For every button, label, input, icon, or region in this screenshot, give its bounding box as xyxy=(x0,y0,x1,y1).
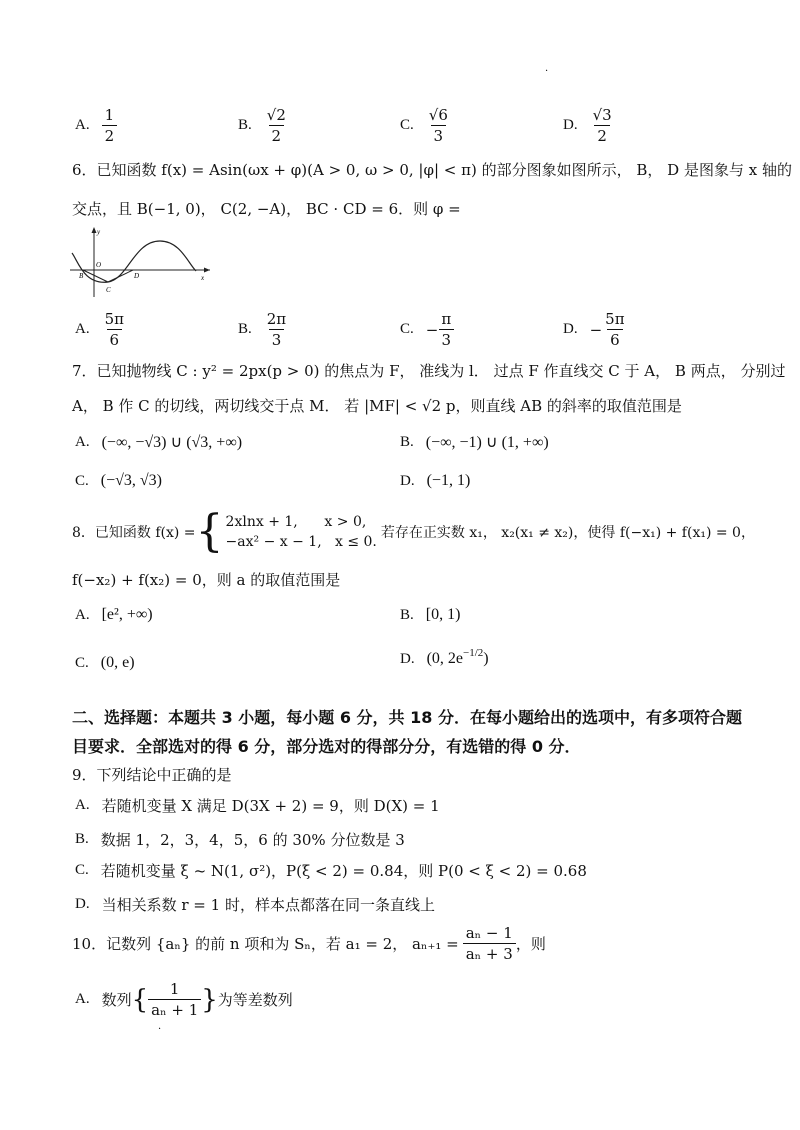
option-label: B. xyxy=(238,117,252,133)
q6-option-d: D. − $\frac{5\pi}{6}$ xyxy=(563,310,625,349)
piecewise-cases: 2xlnx + 1, x > 0, −ax² − x − 1, x ≤ 0. xyxy=(225,514,377,550)
y-axis-arrow xyxy=(92,227,97,233)
piecewise-brace: { xyxy=(195,506,224,557)
q7-option-b: B. (−∞, −1) ∪ (1, +∞) xyxy=(400,433,549,451)
option-fraction: $\frac{√2}{2}$ xyxy=(266,106,286,145)
scan-speck: · xyxy=(545,66,549,77)
q10-stem: 10．记数列 {aₙ} 的前 n 项和为 Sₙ，若 a₁ = 2， aₙ₊₁ = $\frac{\text{aₙ − 1}}{\text{aₙ + 3}}$ ，则 xyxy=(72,924,546,963)
graph-label-y: y xyxy=(97,228,101,236)
q7-option-c: C. (−√3, √3) xyxy=(75,472,163,489)
q10-option-a: A. 数列 { $\frac{1}{\text{aₙ + 1}}$ } 为等差数列 xyxy=(75,980,293,1019)
q9-option-b: B. 数据 1，2，3，4，5，6 的 30% 分位数是 3 xyxy=(75,831,405,849)
q7-option-a: A. (−∞, −√3) ∪ (√3, +∞) xyxy=(75,433,243,451)
q9-option-d: D. 当相关系数 r = 1 时，样本点都落在同一条直线上 xyxy=(75,896,435,914)
q5-option-a xyxy=(75,106,117,145)
x-axis-arrow xyxy=(204,268,210,273)
graph-label-d: D xyxy=(134,272,140,280)
option-fraction: $\frac{√6}{3}$ xyxy=(428,106,448,145)
graph-label-o: O xyxy=(96,261,102,269)
section2-heading-line1: 二、选择题：本题共 3 小题，每小题 6 分，共 18 分．在每小题给出的选项中，有多项符合题 xyxy=(72,708,742,727)
q8-option-a: A. [e², +∞) xyxy=(75,606,153,623)
q7-option-d: D. (−1, 1) xyxy=(400,472,471,489)
graph-label-b: B xyxy=(79,272,84,280)
q8-option-c: C. (0, e) xyxy=(75,654,135,671)
graph-label-c: C xyxy=(106,286,111,294)
q9-option-c: C. 若随机变量 ξ ~ N(1, σ²)，P(ξ < 2) = 0.84，则 P(0 < ξ < 2) = 0.68 xyxy=(75,862,587,880)
recurrence-fraction: $\frac{\text{aₙ − 1}}{\text{aₙ + 3}}$ xyxy=(463,924,516,963)
option-fraction: $\frac{√3}{2}$ xyxy=(592,106,612,145)
q6-stem-line1: 6．已知函数 f(x) = Asin(ωx + φ)(A > 0, ω > 0, |φ| < π) 的部分图象如图所示， B， D 是图象与 x 轴的 xyxy=(72,161,792,179)
q6-option-b: B. $\frac{2\pi}{3}$ xyxy=(238,310,287,349)
q8-stem-line2: f(−x₂) + f(x₂) = 0，则 a 的取值范围是 xyxy=(72,571,341,589)
q6-function-graph xyxy=(70,225,220,300)
section2-heading-line2: 目要求．全部选对的得 6 分，部分选对的得部分分，有选错的得 0 分． xyxy=(72,737,581,756)
option-fraction: $\frac{1}{2}$ xyxy=(102,106,118,145)
option-label: A. xyxy=(75,117,90,133)
q7-stem-line1: 7．已知抛物线 C : y² = 2px(p > 0) 的焦点为 F， 准线为 l． 过点 F 作直线交 C 于 A， B 两点， 分别过 xyxy=(72,362,786,380)
q6-option-a: A. $\frac{5\pi}{6}$ xyxy=(75,310,124,349)
q6-stem-line2: 交点，且 B(−1, 0)， C(2, −A)， BC · CD = 6．则 φ = xyxy=(72,200,461,218)
option-label: C. xyxy=(400,117,414,133)
q8-stem-line1: 8．已知函数 f(x) = { 2xlnx + 1, x > 0, −ax² − x − 1, x ≤ 0. 若存在正实数 x₁， x₂(x₁ ≠ x₂)，使得 f(−x₁) + f(x₁) = 0， xyxy=(72,506,755,557)
q9-stem: 9．下列结论中正确的是 xyxy=(72,766,232,784)
option-label: D. xyxy=(563,117,578,133)
q5-option-b xyxy=(238,106,289,145)
q6-option-c: C. − $\frac{\pi}{3}$ xyxy=(400,310,454,349)
q8-option-d: D. (0, 2e $^{-1/2}$ ) xyxy=(400,647,489,667)
q9-option-a: A. 若随机变量 X 满足 D(3X + 2) = 9，则 D(X) = 1 xyxy=(75,797,440,815)
scan-speck: · xyxy=(158,1024,162,1035)
q8-option-b: B. [0, 1) xyxy=(400,606,461,623)
q5-option-d xyxy=(563,106,615,145)
reciprocal-fraction: $\frac{1}{\text{aₙ + 1}}$ xyxy=(148,980,201,1019)
graph-label-x: x xyxy=(201,274,205,282)
q5-option-c xyxy=(400,106,451,145)
q7-stem-line2: A， B 作 C 的切线，两切线交于点 M． 若 |MF| < √2 p，则直线 AB 的斜率的取值范围是 xyxy=(72,397,682,415)
segment-cd xyxy=(108,270,133,282)
